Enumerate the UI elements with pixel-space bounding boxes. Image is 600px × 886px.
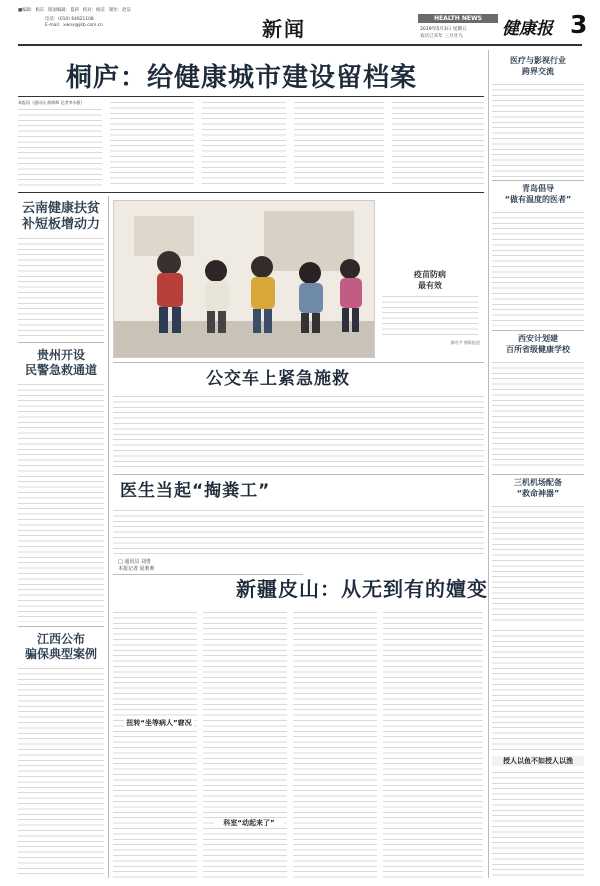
guizhou-title-2: 民警急救通道	[24, 363, 97, 377]
vaccine-photo-illustration	[114, 201, 375, 358]
lead-col-2	[110, 100, 194, 187]
right-col-2-body	[492, 628, 584, 752]
lead-col-5	[392, 100, 484, 187]
doctor-body	[113, 508, 484, 556]
bus-headline: 公交车上紧急施救	[206, 369, 350, 389]
lead-bottom-rule	[18, 192, 484, 193]
right-divider-3	[492, 474, 584, 475]
lead-headline: 桐庐：给健康城市建设留档案	[66, 63, 418, 93]
lead-col-1	[18, 107, 102, 187]
three-body	[492, 504, 584, 624]
qingdao-title-2: “做有温度的医者”	[504, 195, 572, 204]
jiangxi-title-1: 江西公布	[36, 632, 85, 646]
vaccine-photo	[113, 200, 375, 358]
section-title: 新闻	[262, 17, 306, 41]
jiangxi-title-2: 骗保典型案例	[24, 647, 97, 661]
xinjiang-col-1	[113, 610, 197, 878]
xian-title-1: 西安计划建	[518, 334, 558, 343]
right-top-title-1: 医疗与影视行业	[510, 56, 566, 65]
doctor-reporter-1: □ 通讯员 刘勇	[118, 559, 151, 565]
vertical-rule-right	[488, 50, 489, 878]
page-number: 3	[570, 10, 588, 39]
lead-rule	[18, 96, 484, 97]
xinjiang-col-2	[203, 610, 287, 878]
doctor-headline: 医生当起“掏粪工”	[120, 481, 271, 501]
right-divider-1	[492, 180, 584, 181]
nav-item: ■编辑：杨东	[18, 8, 45, 13]
three-title-1: 三机机场配备	[514, 478, 562, 487]
header-hotline: 电话：(010) 64621108	[45, 17, 94, 22]
lead-col-4	[294, 100, 384, 187]
nav-item: 版面编辑：夏莉	[48, 8, 79, 13]
right-top-body	[492, 82, 584, 178]
header-email: E-mail：xwnx@jkb.com.cn	[45, 23, 104, 28]
yunnan-body	[18, 236, 104, 338]
left-divider-1	[18, 342, 104, 343]
nav-item: 制作：赵洁	[108, 8, 131, 13]
lead-byline: 本报讯（通讯员 俞辉辉 记者李水根）	[18, 100, 85, 105]
photo-caption-body	[382, 294, 478, 338]
left-divider-2	[18, 626, 104, 627]
header-nav	[18, 7, 178, 13]
lead-col-3	[202, 100, 286, 187]
xian-title-2: 百所省级健康学校	[506, 345, 570, 354]
yunnan-title-2: 补短板增动力	[21, 217, 100, 232]
xinjiang-col-4	[383, 610, 483, 878]
doctor-reporter-2: 本报记者 夏莉莉	[118, 566, 155, 572]
lead-body	[18, 100, 484, 190]
doctor-bottom-rule	[113, 574, 303, 575]
vertical-rule-left	[108, 196, 109, 878]
photo-caption-title-1: 疫苗防病	[414, 270, 446, 279]
qingdao-body	[492, 210, 584, 326]
header-date: 2019年5月3日 星期五	[420, 27, 467, 32]
yunnan-title-1: 云南健康扶贫	[21, 201, 100, 216]
xinjiang-col-3	[293, 610, 377, 878]
three-title-2: “救命神器”	[516, 489, 560, 498]
nav-item: 校对：杨洁	[82, 8, 105, 13]
xian-body	[492, 360, 584, 470]
bus-bottom-rule	[113, 474, 484, 475]
masthead	[0, 0, 600, 52]
fish-body	[492, 770, 584, 878]
fish-title: 授人以鱼不如授人以渔	[492, 756, 584, 766]
guizhou-title-1: 贵州开设	[36, 348, 85, 362]
guizhou-body	[18, 382, 104, 622]
xinjiang-subhead-1: 扭转“坐等病人”窘况	[124, 718, 194, 728]
bus-body	[113, 394, 484, 470]
photo-bottom-rule	[113, 362, 484, 363]
photo-credit: 柳若芊 摄影报道	[450, 340, 480, 345]
right-divider-2	[492, 330, 584, 331]
header-rule	[18, 44, 582, 46]
qingdao-title-1: 青岛倡导	[522, 184, 554, 193]
photo-caption-title-2: 最有效	[418, 281, 442, 290]
header-calendar: 农历己亥年 三月廿九	[420, 34, 463, 39]
jiangxi-body	[18, 666, 104, 878]
xinjiang-headline: 新疆皮山：从无到有的嬗变	[236, 577, 488, 601]
paper-name: 健康报	[502, 19, 553, 39]
health-news-tag: HEALTH NEWS	[418, 14, 498, 23]
right-top-title-2: 跨界交流	[522, 67, 554, 76]
xinjiang-subhead-2: 科室“动起来了”	[214, 818, 284, 828]
